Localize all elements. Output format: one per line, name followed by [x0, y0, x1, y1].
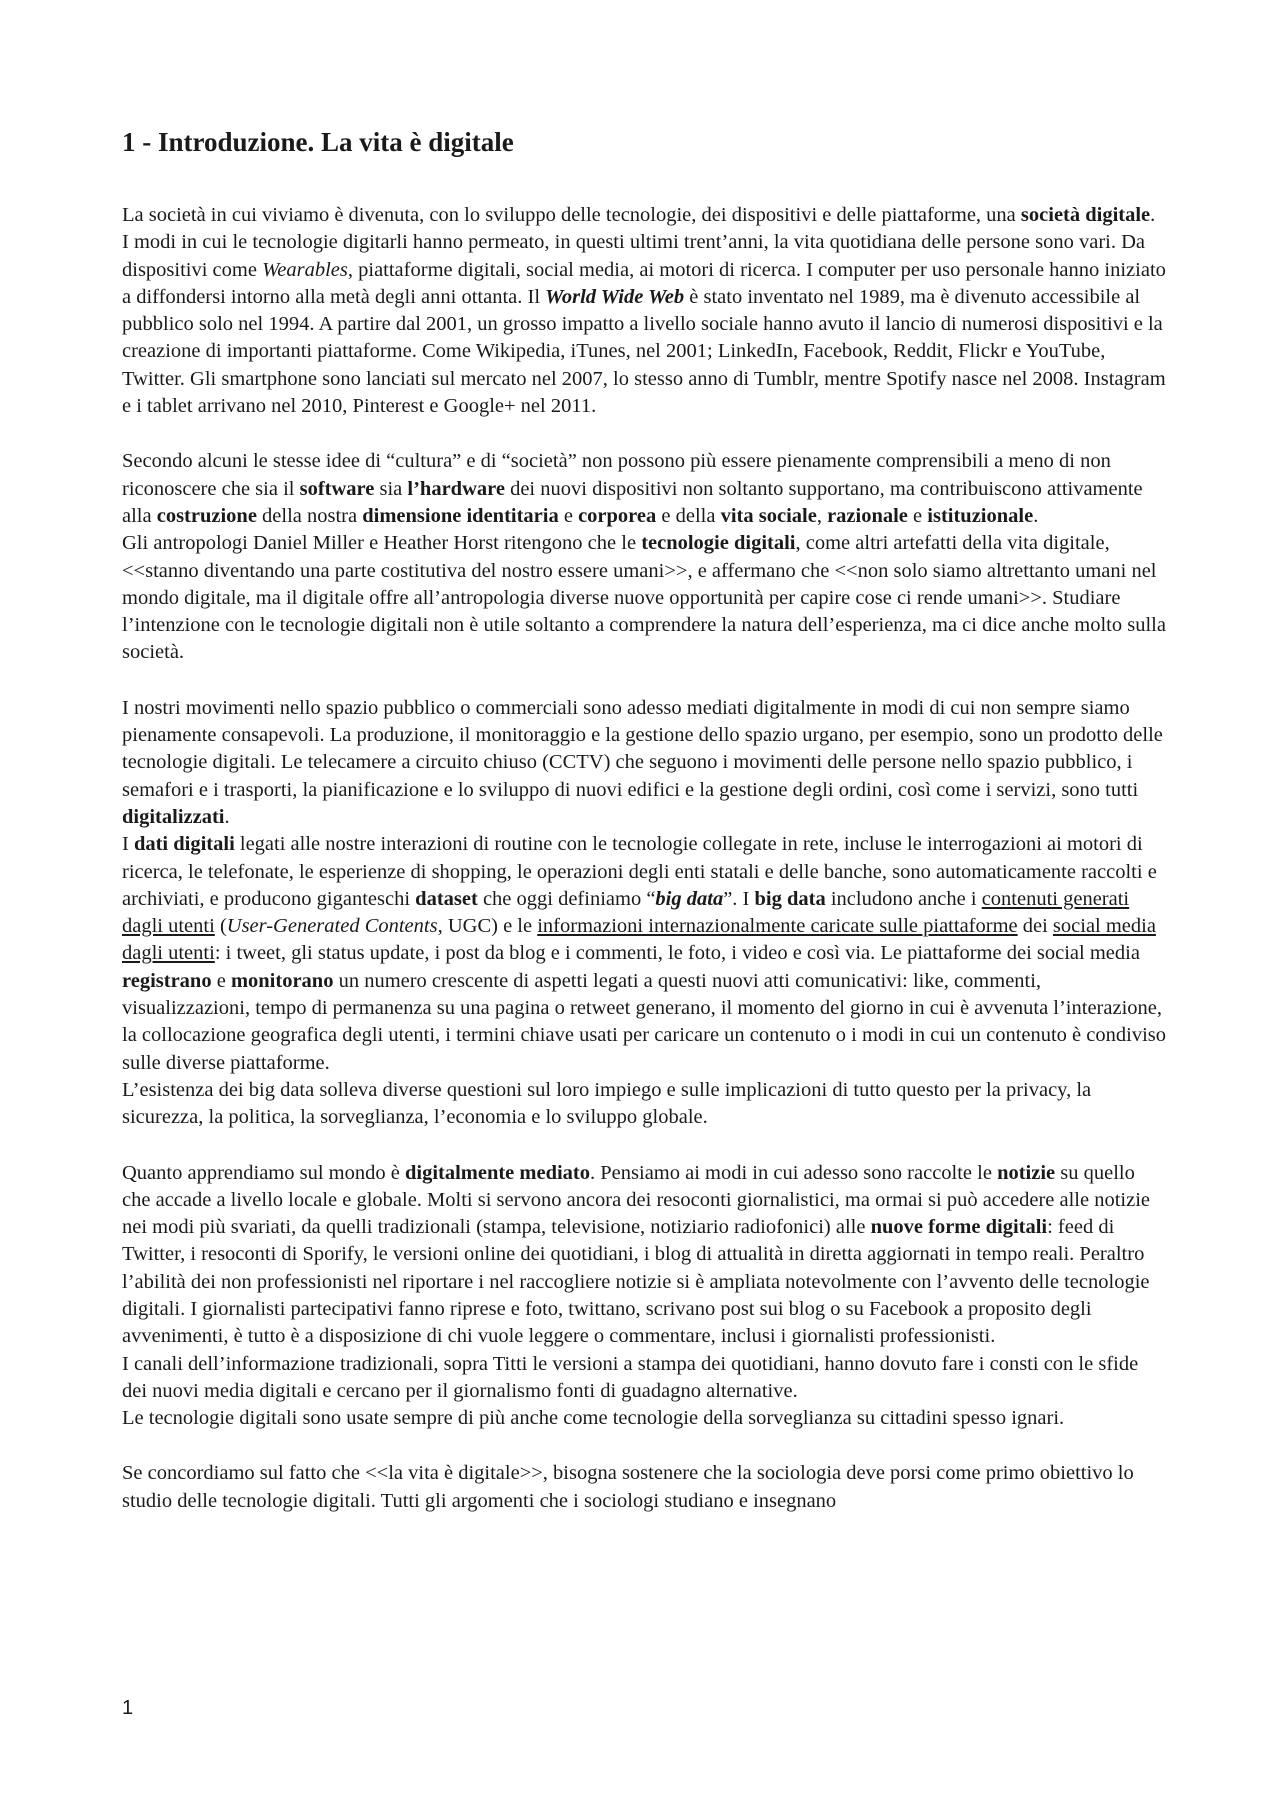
bold-text: registrano — [122, 969, 212, 992]
text-blocks — [122, 202, 1167, 1515]
text-run: Quanto apprendiamo sul mondo è — [122, 1161, 405, 1184]
bold-text: costruzione — [156, 504, 257, 527]
paragraph — [122, 695, 1167, 831]
text-run: sia — [374, 477, 408, 500]
paragraph — [122, 1160, 1167, 1351]
text-run: e — [211, 969, 231, 992]
bold-text: dati digitali — [133, 833, 235, 856]
text-run: : feed di Twitter, i resoconti di Sporify, le versioni online dei quotidiani, i blog di attualità in diretta aggiornati in tempo reali. Peraltro l’abilità dei non professionisti nel riportare i nel raccogliere notizie si è ampliata notevolmente con l’avvento delle tecnologie digitali. I giornalisti partecipativi fanno riprese e foto, twittano, scrivano post sui blog o su Facebook a proposito degli avvenimenti, è tutto è a disposizione di chi vuole leggere o commentare, inclusi i giornalisti professionisti. — [122, 1216, 1150, 1348]
bold-text: dataset — [415, 887, 478, 910]
paragraph — [122, 1351, 1167, 1406]
paragraph — [122, 831, 1167, 1077]
text-run: è stato inventato nel 1989, ma è divenuto accessibile al pubblico solo nel 1994. A partire dal 2001, un grosso impatto a livello sociale hanno avuto il lancio di numerosi dispositivi e la creazione di importanti piattaforme. Come Wikipedia, iTunes, nel 2001; LinkedIn, Facebook, Reddit, Flickr e YouTube, Twitter. Gli smartphone sono lanciati sul mercato nel 2007, lo stesso anno di Tumblr, mentre Spotify nasce nel 2008. Instagram e i tablet arrivano nel 2010, Pinterest e Google+ nel 2011. — [122, 285, 1166, 418]
bold-text: vita sociale — [720, 504, 817, 527]
text-run: I canali dell’informazione tradizionali, sopra Titti le versioni a stampa dei quotidiani, hanno dovuto fare i consti con le sfide dei nuovi media digitali e cercano per il giornalismo fonti di guadagno alternative. — [122, 1352, 1139, 1402]
text-run: La società in cui viviamo è divenuta, con lo sviluppo delle tecnologie, dei dispositivi e delle piattaforme, una — [122, 204, 1021, 226]
text-run: Gli antropologi Daniel Miller e Heather Horst ritengono che le — [122, 532, 642, 555]
bold-text: World Wide Web — [545, 285, 685, 308]
text-run: che oggi definiamo “ — [477, 887, 656, 910]
text-run: ”. I — [723, 887, 755, 910]
underlined-text: social media dagli utenti — [122, 915, 1156, 965]
text-run: L’esistenza dei big data solleva diverse questioni sul loro impiego e sulle implicazioni di tutto questo per la privacy, la sicurezza, la politica, la sorveglianza, l’economia e lo sviluppo globale. — [122, 1078, 1092, 1129]
bold-text: monitorano — [230, 969, 334, 992]
paragraph — [122, 202, 1167, 420]
text-run: ( — [214, 915, 227, 938]
text-block — [122, 695, 1167, 1132]
text-run: I — [122, 833, 134, 856]
text-run: legati alle nostre interazioni di routine con le tecnologie collegate in rete, incluse le interrogazioni ai motori di ricerca, le telefonate, le esperienze di shopping, le operazioni degli enti statali e delle banche, sono automaticamente raccolti e archiviati, e producono giganteschi — [122, 833, 1157, 910]
text-run: della nostra — [256, 504, 363, 527]
text-run: , piattaforme digitali, social media, ai motori di ricerca. I computer per uso personale hanno iniziato a diffondersi intorno alla metà degli anni ottanta. Il — [122, 258, 1166, 308]
text-run: Secondo alcuni le stesse idee di “cultura” e di “società” non possono più essere pienamente comprensibili a meno di non riconoscere che sia il — [122, 450, 1111, 500]
bold-text: società digitale — [1020, 204, 1151, 226]
bold-text: big data — [754, 887, 826, 910]
paragraph — [122, 1460, 1167, 1515]
page-number: 1 — [122, 1697, 134, 1719]
text-block — [122, 202, 1167, 420]
text-run: e — [907, 504, 928, 527]
text-run: . I modi in cui le tecnologie digitarli hanno permeato, in questi ultimi trent’anni, la vita quotidiana delle persone sono vari. Da dispositivi come — [122, 204, 1156, 281]
bold-text: nuove forme digitali — [870, 1216, 1048, 1239]
text-block — [122, 448, 1167, 666]
text-run: Le tecnologie digitali sono usate sempre di più anche come tecnologie della sorveglianza su cittadini spesso ignari. — [122, 1407, 1065, 1430]
text-run: . — [224, 805, 230, 828]
underlined-text: contenuti generati dagli utenti — [122, 887, 1130, 938]
text-run: , come altri artefatti della vita digitale, <<stanno diventando una parte costitutiva del nostro essere umani>>, e affermano che <<non solo siamo altrettanto umani nel mondo digitale, ma il digitale offre all’antropologia diverse nuove opportunità per capire cose ci rende umani>>. Studiare l’intenzione con le tecnologie digitali non è utile soltanto a comprendere la natura dell’esperienza, ma ci dice anche molto sulla società. — [122, 532, 1166, 664]
bold-text: big data — [655, 887, 724, 910]
paragraph — [122, 1077, 1167, 1132]
text-run: e — [558, 504, 579, 527]
bold-text: dimensione identitaria — [362, 504, 559, 527]
text-run: dei nuovi dispositivi non soltanto supportano, ma contribuiscono attivamente alla — [122, 477, 1143, 527]
paragraph — [122, 530, 1167, 666]
text-run: includono anche i — [825, 887, 982, 910]
bold-text: digitalmente mediato — [404, 1161, 591, 1184]
text-run: su quello che accade a livello locale e globale. Molti si servono ancora dei resoconti giornalistici, ma ormai si può accedere alle notizie nei modi più svariati, da quelli tradizionali (stampa, televisione, notiziario radiofonici) alle — [122, 1161, 1151, 1239]
text-run: I nostri movimenti nello spazio pubblico o commerciali sono adesso mediati digitalmente in modi di cui non sempre siamo pienamente consapevoli. La produzione, il monitoraggio e la gestione dello spazio urgano, per esempio, sono un prodotto delle tecnologie digitali. Le telecamere a circuito chiuso (CCTV) che seguono i movimenti delle persone nello spazio pubblico, i semafori e i trasporti, la pianificazione e lo sviluppo di nuovi edifici e la gestione degli ordini, così come i servizi, sono tutti — [122, 696, 1163, 801]
bold-text: notizie — [997, 1161, 1056, 1184]
text-run: , UGC) e le — [437, 915, 538, 938]
text-run: : i tweet, gli status update, i post da blog e i commenti, le foto, i video e così via. Le piattaforme dei social media — [214, 942, 1140, 965]
bold-text: digitalizzati — [122, 805, 225, 828]
bold-text: razionale — [827, 504, 908, 527]
bold-text: tecnologie digitali — [641, 532, 796, 555]
text-run: . Pensiamo ai modi in cui adesso sono raccolte le — [590, 1161, 998, 1184]
text-run: Se concordiamo sul fatto che <<la vita è digitale>>, bisogna sostenere che la sociologia deve porsi come primo obiettivo lo studio delle tecnologie digitali. Tutti gli argomenti che i sociologi studiano e insegnano — [122, 1462, 1134, 1512]
paragraph — [122, 448, 1167, 530]
bold-text: l’hardware — [407, 477, 505, 500]
text-run: e della — [656, 504, 721, 527]
text-block — [122, 1160, 1167, 1433]
paragraph — [122, 1405, 1167, 1432]
text-run: dei — [1017, 915, 1053, 938]
text-run: un numero crescente di aspetti legati a questi nuovi atti comunicativi: like, commenti, visualizzazioni, tempo di permanenza su una pagina o retweet generano, il momento del giorno in cui è avvenuta l’interazione, la collocazione geografica degli utenti, i termini chiave usati per caricare un contenuto o i modi in cui un contenuto è condiviso sulle diverse piattaforme. — [122, 969, 1166, 1074]
bold-text: corporea — [578, 504, 657, 527]
italic-text: Wearables — [262, 258, 348, 281]
underlined-text: informazioni internazionalmente caricate sulle piattaforme — [537, 915, 1018, 938]
document-body — [122, 126, 1167, 1543]
italic-text: User-Generated Contents — [226, 915, 438, 938]
bold-text: istituzionale — [927, 504, 1034, 527]
text-run: , — [816, 504, 828, 527]
page-title: 1 - Introduzione. La vita è digitale — [122, 127, 514, 157]
text-block — [122, 1460, 1167, 1515]
text-run: . — [1033, 504, 1039, 527]
bold-text: software — [299, 477, 375, 500]
